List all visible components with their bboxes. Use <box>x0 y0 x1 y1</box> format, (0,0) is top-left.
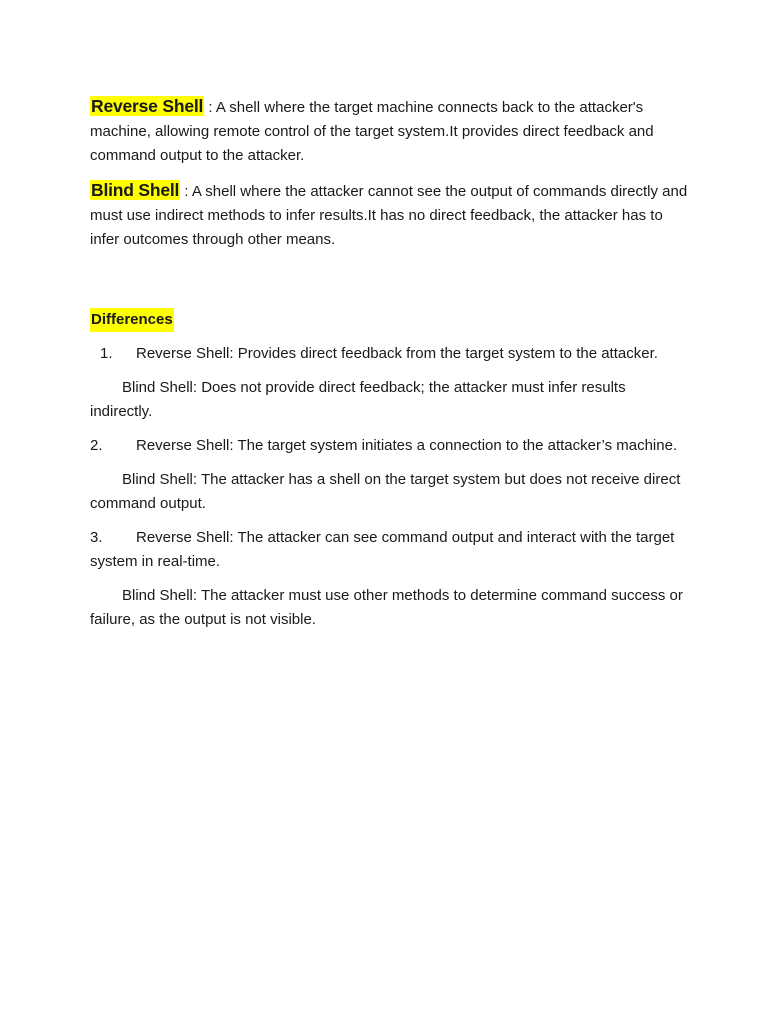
differences-heading: Differences <box>90 308 174 332</box>
differences-list <box>90 342 690 632</box>
reverse-shell-point: Reverse Shell: The attacker can see command output and interact with the target system in real-time. <box>90 529 675 570</box>
reverse-shell-point: Reverse Shell: The target system initiates a connection to the attacker’s machine. <box>136 437 678 454</box>
blind-shell-point: Blind Shell: Does not provide direct feedback; the attacker must infer results indirectly. <box>90 379 626 420</box>
term-highlight: Reverse Shell <box>91 96 204 116</box>
list-number: 1. <box>100 345 113 362</box>
reverse-shell-point: Reverse Shell: Provides direct feedback from the target system to the attacker. <box>136 345 658 362</box>
list-number: 2. <box>90 437 103 454</box>
list-item <box>90 434 690 458</box>
blind-shell-point: Blind Shell: The attacker must use other methods to determine command success or failure, as the output is not visible. <box>90 587 683 628</box>
blind-shell-point: Blind Shell: The attacker has a shell on the target system but does not receive direct command output. <box>90 471 681 512</box>
list-item <box>90 342 690 366</box>
term-highlight: Blind Shell <box>91 180 180 200</box>
definition-text: : A shell where the attacker cannot see the output of commands directly and must use indirect methods to infer results.It has no direct feedback, the attacker has to infer outcomes through other means. <box>90 183 688 248</box>
definition-reverse-shell <box>90 94 690 168</box>
list-number: 3. <box>90 529 103 546</box>
definition-blind-shell <box>90 178 690 252</box>
definition-text: : A shell where the target machine connects back to the attacker's machine, allowing remote control of the target system.It provides direct feedback and command output to the attacker. <box>90 99 654 164</box>
document-page <box>90 94 690 642</box>
list-item <box>90 526 690 574</box>
